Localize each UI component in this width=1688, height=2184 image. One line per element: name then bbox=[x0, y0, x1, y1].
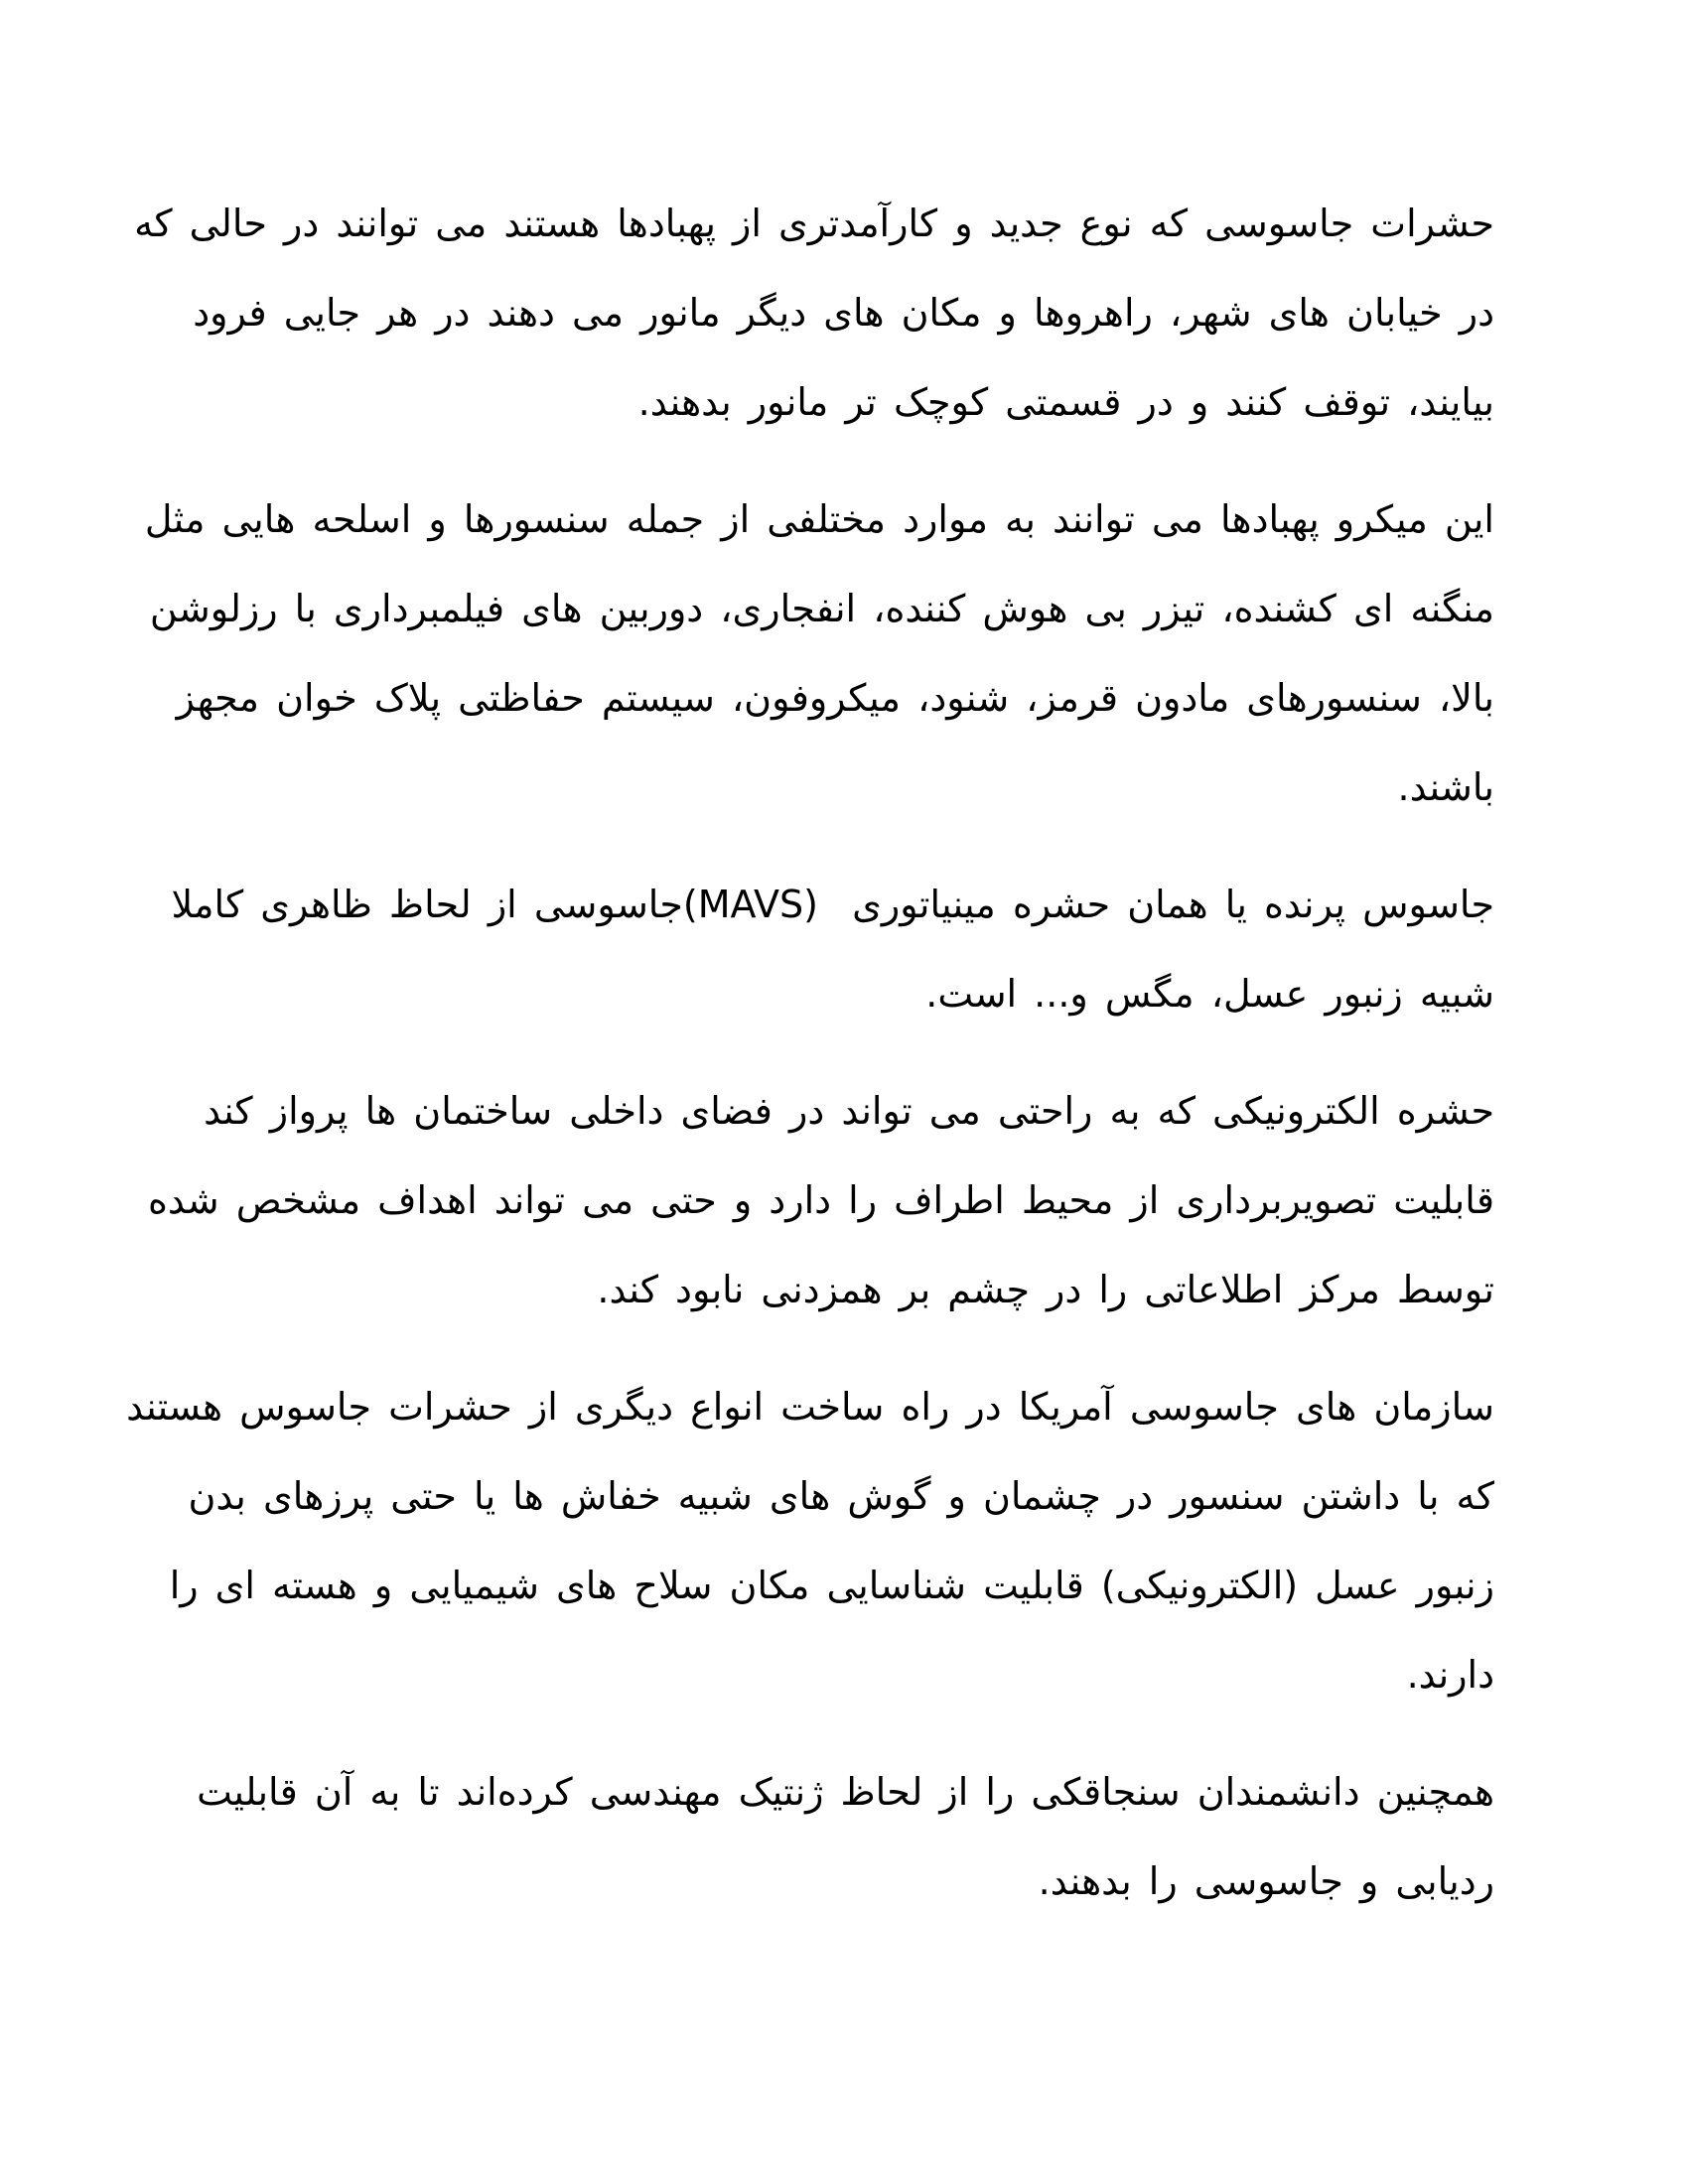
text-line: جاسوس پرنده یا همان حشره مینیاتوری (MAVS)جاسوسی از لحاظ ظاهری کاملا bbox=[171, 883, 1494, 926]
paragraph bbox=[126, 1362, 1494, 1719]
text-line: توسط مرکز اطلاعاتی را در چشم بر همزدنی نابود کند. bbox=[597, 1268, 1494, 1311]
text-line: این میکرو پهبادها می توانند به موارد مختلفی از جمله سنسورها و اسلحه هایی مثل bbox=[144, 497, 1494, 541]
paragraph bbox=[147, 1066, 1494, 1334]
text-line: سازمان های جاسوسی آمریکا در راه ساخت انواع دیگری از حشرات جاسوس هستند bbox=[126, 1385, 1494, 1429]
text-line: قابلیت تصویربرداری از محیط اطراف را دارد و حتی می تواند اهداف مشخص شده bbox=[147, 1178, 1494, 1222]
text-line: حشره الکترونیکی که به راحتی می تواند در فضای داخلی ساختمان ها پرواز کند bbox=[204, 1089, 1494, 1133]
text-line: که با داشتن سنسور در چشمان و گوش های شبیه خفاش ها یا حتی پرزهای بدن bbox=[188, 1474, 1494, 1518]
text-line: دارند. bbox=[1406, 1653, 1494, 1697]
text-line: حشرات جاسوسی که نوع جدید و کارآمدتری از پهبادها هستند می توانند در حالی که bbox=[134, 202, 1494, 245]
text-line: زنبور عسل (الکترونیکی) قابلیت شناسایی مکان سلاح های شیمیایی و هسته ای را bbox=[169, 1564, 1494, 1607]
text-line: ردیابی و جاسوسی را بدهند. bbox=[1038, 1859, 1494, 1903]
paragraph bbox=[169, 1747, 1494, 1926]
paragraph bbox=[169, 860, 1494, 1038]
text-line: در خیابان های شهر، راهروها و مکان های دیگر مانور می دهند در هر جایی فرود bbox=[193, 291, 1494, 335]
text-line: باشند. bbox=[1397, 765, 1494, 809]
paragraph bbox=[144, 475, 1494, 832]
text-line: همچنین دانشمندان سنجاقکی را از لحاظ ژنتیک مهندسی کرده‌اند تا به آن قابلیت bbox=[197, 1770, 1494, 1814]
text-line: منگنه ای کشنده، تیزر بی هوش کننده، انفجاری، دوربین های فیلمبرداری با رزلوشن bbox=[149, 587, 1494, 630]
text-line: بالا، سنسورهای مادون قرمز، شنود، میکروفون، سیستم حفاظتی پلاک خوان مجهز bbox=[176, 676, 1494, 720]
text-line: بیایند، توقف کنند و در قسمتی کوچک تر مانور بدهند. bbox=[637, 380, 1494, 424]
paragraph bbox=[134, 179, 1494, 447]
text-line: شبیه زنبور عسل، مگس و... است. bbox=[925, 972, 1494, 1016]
text-block bbox=[126, 179, 1494, 1926]
